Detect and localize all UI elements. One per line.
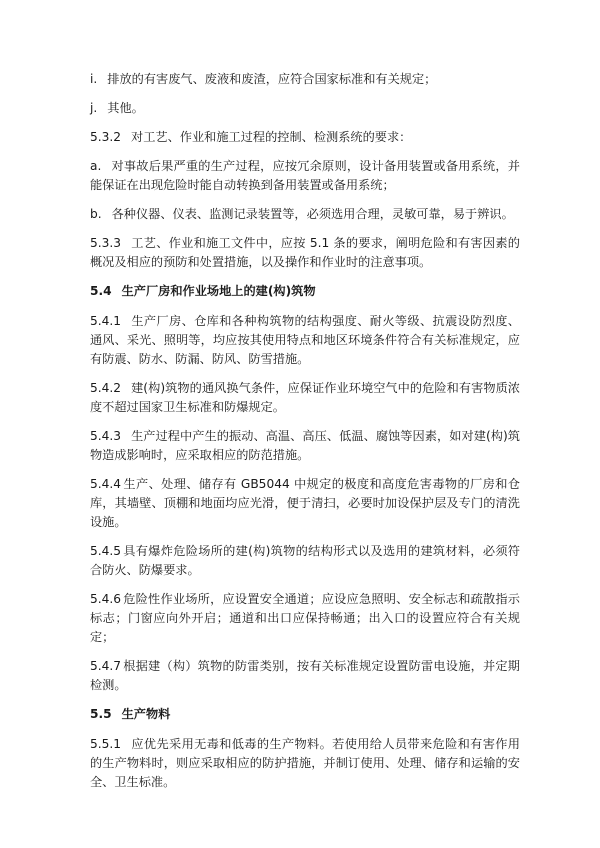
clause-text: 其他。 [107, 101, 144, 115]
clause-text: 工艺、作业和施工文件中，应按 5.1 条的要求，阐明危险和有害因素的概况及相应的预防和处置措施，以及操作和作业时的注意事项。 [90, 236, 520, 269]
clause-number: 5.5.1 [90, 737, 122, 751]
clause-5-4-5 [90, 542, 520, 580]
clause-5-4-7 [90, 657, 520, 695]
clause-number: i. [90, 72, 98, 86]
clause-text: 应优先采用无毒和低毒的生产物料。若使用给人员带来危险和有害作用的生产物料时，则应采取相应的防护措施，并制订使用、处理、储存和运输的安全、卫生标准。 [90, 737, 520, 789]
clause-number: 5.4.5 [90, 544, 122, 558]
clause-number: 5.4.3 [90, 429, 122, 443]
clause-b [90, 205, 520, 224]
clause-i [90, 70, 520, 89]
section-title: 生产厂房和作业场地上的建(构)筑物 [121, 284, 316, 298]
clause-text: 排放的有害废气、废液和废渣，应符合国家标准和有关规定； [107, 72, 437, 86]
section-number: 5.5 [90, 707, 112, 721]
clause-text: 各种仪器、仪表、监测记录装置等，必须选用合理，灵敏可靠，易于辨识。 [111, 207, 514, 221]
section-title: 生产物料 [121, 707, 171, 721]
clause-number: 5.3.3 [90, 236, 122, 250]
document-page [90, 70, 520, 802]
clause-text: 具有爆炸危险场所的建(构)筑物的结构形式以及选用的建筑材料，必须符合防火、防爆要求。 [90, 544, 520, 577]
clause-text: 生产厂房、仓库和各种构筑物的结构强度、耐火等级、抗震设防烈度、通风、采光、照明等，均应按其使用特点和地区环境条件符合有关标准规定，应有防震、防水、防漏、防风、防雪措施。 [90, 314, 520, 366]
clause-a [90, 157, 520, 195]
clause-5-4-1 [90, 312, 520, 369]
clause-5-4-2 [90, 379, 520, 417]
clause-text: 根据建（构）筑物的防雷类别，按有关标准规定设置防雷电设施，并定期检测。 [90, 659, 520, 692]
clause-5-3-2 [90, 128, 520, 147]
clause-text: 对事故后果严重的生产过程，应按冗余原则，设计备用装置或备用系统，并能保证在出现危险时能自动转换到备用装置或备用系统； [90, 159, 520, 192]
section-number: 5.4 [90, 284, 112, 298]
clause-number: j. [90, 101, 98, 115]
clause-text: 生产过程中产生的振动、高温、高压、低温、腐蚀等因素，如对建(构)筑物造成影响时，应采取相应的防范措施。 [90, 429, 520, 462]
clause-number: b. [90, 207, 102, 221]
clause-number: 5.4.6 [90, 592, 122, 606]
clause-number: 5.4.2 [90, 381, 122, 395]
section-heading-5-4 [90, 282, 520, 301]
clause-number: 5.4.7 [90, 659, 122, 673]
clause-5-4-6 [90, 590, 520, 647]
clause-number: 5.4.4 [90, 477, 122, 491]
clause-number: 5.4.1 [90, 314, 122, 328]
clause-number: 5.3.2 [90, 130, 122, 144]
section-heading-5-5 [90, 705, 520, 724]
clause-text: 生产、处理、储存有 GB5044 中规定的极度和高度危害毒物的厂房和仓库，其墙壁、顶棚和地面均应光滑，便于清扫，必要时加设保护层及专门的清洗设施。 [90, 477, 520, 529]
clause-text: 建(构)筑物的通风换气条件，应保证作业环境空气中的危险和有害物质浓度不超过国家卫生标准和防爆规定。 [90, 381, 520, 414]
clause-5-4-4 [90, 475, 520, 532]
clause-5-3-3 [90, 234, 520, 272]
clause-number: a. [90, 159, 102, 173]
clause-j [90, 99, 520, 118]
clause-text: 对工艺、作业和施工过程的控制、检测系统的要求： [131, 130, 412, 144]
clause-text: 危险性作业场所，应设置安全通道；应设应急照明、安全标志和疏散指示标志；门窗应向外开启；通道和出口应保持畅通；出入口的设置应符合有关规定； [90, 592, 520, 644]
clause-5-4-3 [90, 427, 520, 465]
clause-5-5-1 [90, 735, 520, 792]
